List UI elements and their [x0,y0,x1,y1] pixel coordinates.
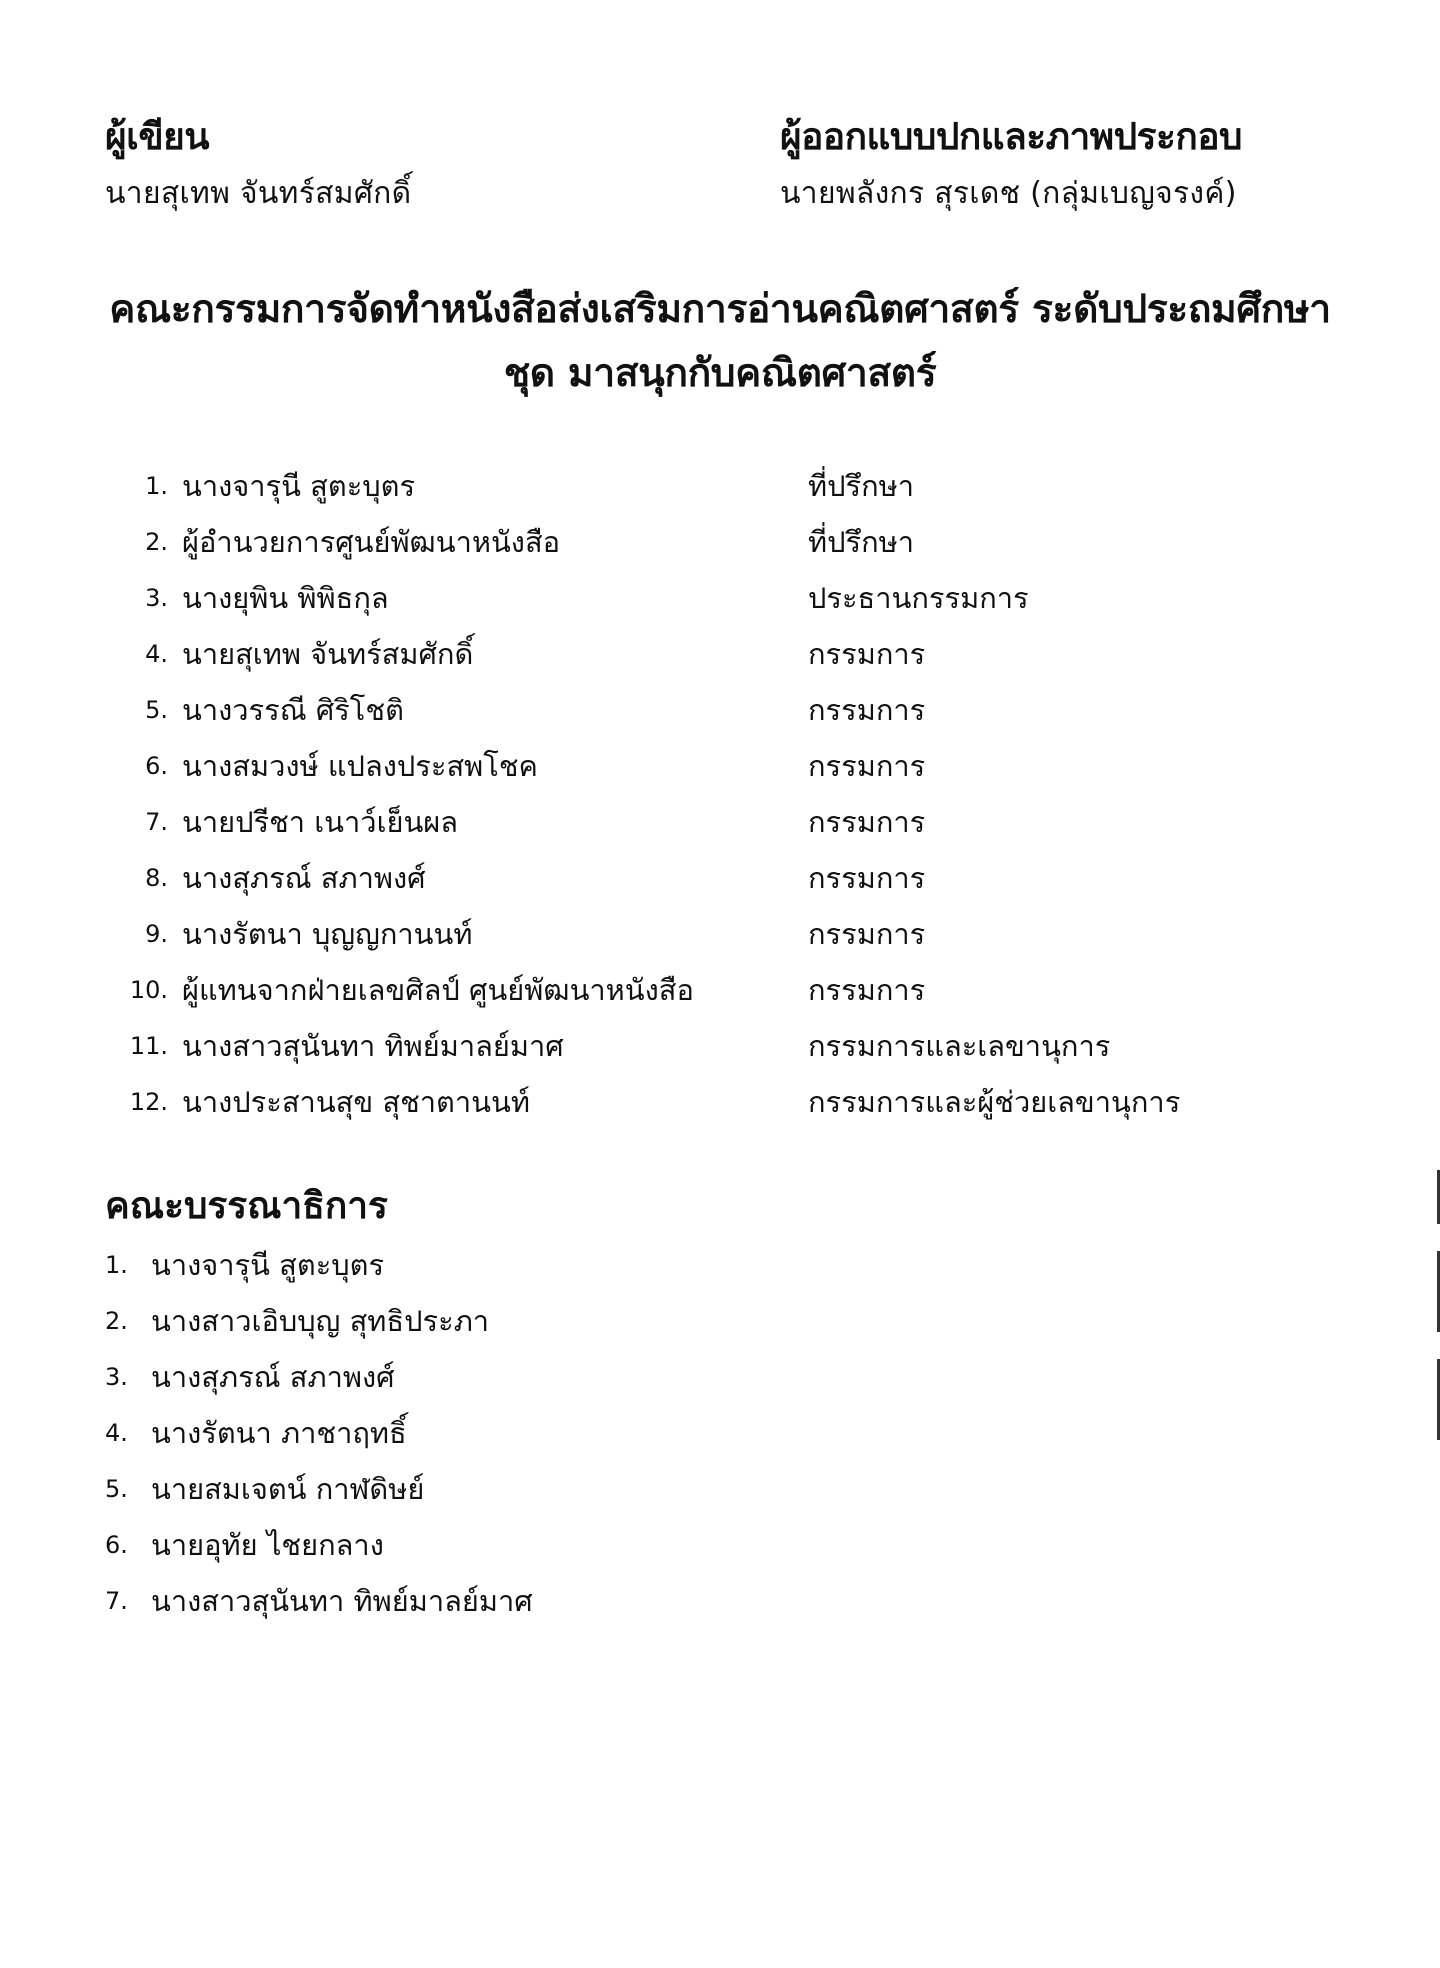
member-number: 10. [129,976,168,1004]
member-role: ที่ปรึกษา [808,525,915,559]
member-role: ที่ปรึกษา [808,469,915,503]
member-role: ประธานกรรมการ [808,581,1029,615]
member-number: 3. [105,1363,128,1391]
editorial-heading: คณะบรรณาธิการ [105,1184,388,1227]
member-number: 6. [105,1531,128,1559]
designer-heading: ผู้ออกแบบปกและภาพประกอบ [780,115,1243,158]
member-number: 1. [105,1251,128,1279]
member-role: กรรมการ [808,637,926,671]
committee-title-line2: ชุด มาสนุกกับคณิตศาสตร์ [503,351,937,396]
member-name: นางสาวสุนันทา ทิพย์มาลย์มาศ [182,1029,564,1063]
committee-member [110,1074,1310,1130]
committee-member [110,626,1310,682]
committee-member [110,458,1310,514]
member-number: 11. [129,1032,168,1060]
editorial-member-list [105,1237,533,1629]
member-number: 1. [145,472,168,500]
committee-member [110,962,1310,1018]
member-role: กรรมการ [808,749,926,783]
editorial-member [105,1461,533,1517]
member-role: กรรมการ [808,693,926,727]
committee-member [110,850,1310,906]
member-number: 8. [145,864,168,892]
member-role: กรรมการและเลขานุการ [808,1029,1111,1063]
member-name: นางยุพิน พิพิธกุล [182,581,389,615]
member-number: 5. [105,1475,128,1503]
committee-member [110,1018,1310,1074]
member-number: 12. [129,1088,168,1116]
member-role: กรรมการ [808,805,926,839]
committee-member [110,570,1310,626]
member-number: 4. [105,1419,128,1447]
member-name: นายอุทัย ไชยกลาง [151,1528,384,1562]
member-name: นางจารุนี สูตะบุตร [182,469,416,503]
member-number: 5. [145,696,168,724]
editorial-member [105,1573,533,1629]
member-name: นายสุเทพ จันทร์สมศักดิ์ [182,637,474,671]
editorial-member [105,1517,533,1573]
committee-member [110,794,1310,850]
editorial-member [105,1349,533,1405]
committee-member [110,738,1310,794]
committee-title-line1: คณะกรรมการจัดทำหนังสือส่งเสริมการอ่านคณิตศาสตร์ ระดับประถมศึกษา [109,287,1331,332]
member-name: นางสาวเอิบบุญ สุทธิประภา [151,1304,490,1338]
member-name: นางวรรณี ศิริโชติ [182,693,404,727]
author-heading: ผู้เขียน [105,115,210,158]
author-name: นายสุเทพ จันทร์สมศักดิ์ [105,176,412,211]
editorial-member [105,1237,533,1293]
member-number: 2. [145,528,168,556]
committee-member [110,906,1310,962]
member-number: 2. [105,1307,128,1335]
member-name: นางประสานสุข สุชาตานนท์ [182,1085,530,1119]
committee-title [90,278,1350,406]
member-name: นางสุภรณ์ สภาพงศ์ [182,861,426,895]
member-number: 9. [145,920,168,948]
member-name: นายสมเจตน์ กาฬดิษย์ [151,1472,425,1506]
member-name: นายปรีชา เนาว์เย็นผล [182,805,459,839]
member-name: นางสมวงษ์ แปลงประสพโชค [182,749,538,783]
member-role: กรรมการ [808,861,926,895]
member-role: กรรมการและผู้ช่วยเลขานุการ [808,1085,1181,1119]
member-number: 4. [145,640,168,668]
member-number: 7. [105,1587,128,1615]
editorial-member [105,1405,533,1461]
designer-credit [780,112,1242,214]
committee-member [110,682,1310,738]
member-name: นางสุภรณ์ สภาพงศ์ [151,1360,395,1394]
member-role: กรรมการ [808,917,926,951]
member-number: 7. [145,808,168,836]
member-name: นางรัตนา บุญญกานนท์ [182,917,473,951]
member-name: นางสาวสุนันทา ทิพย์มาลย์มาศ [151,1584,533,1618]
member-name: ผู้แทนจากฝ่ายเลขศิลป์ ศูนย์พัฒนาหนังสือ [182,973,694,1007]
designer-name: นายพลังกร สุรเดช (กลุ่มเบญจรงค์) [780,176,1237,211]
member-name: ผู้อำนวยการศูนย์พัฒนาหนังสือ [182,525,561,559]
committee-member [110,514,1310,570]
editorial-member [105,1293,533,1349]
member-name: นางรัตนา ภาชาฤทธิ์ [151,1416,407,1450]
committee-member-list [110,458,1310,1130]
author-credit [105,112,411,214]
member-name: นางจารุนี สูตะบุตร [151,1248,385,1282]
member-role: กรรมการ [808,973,926,1007]
member-number: 3. [145,584,168,612]
member-number: 6. [145,752,168,780]
